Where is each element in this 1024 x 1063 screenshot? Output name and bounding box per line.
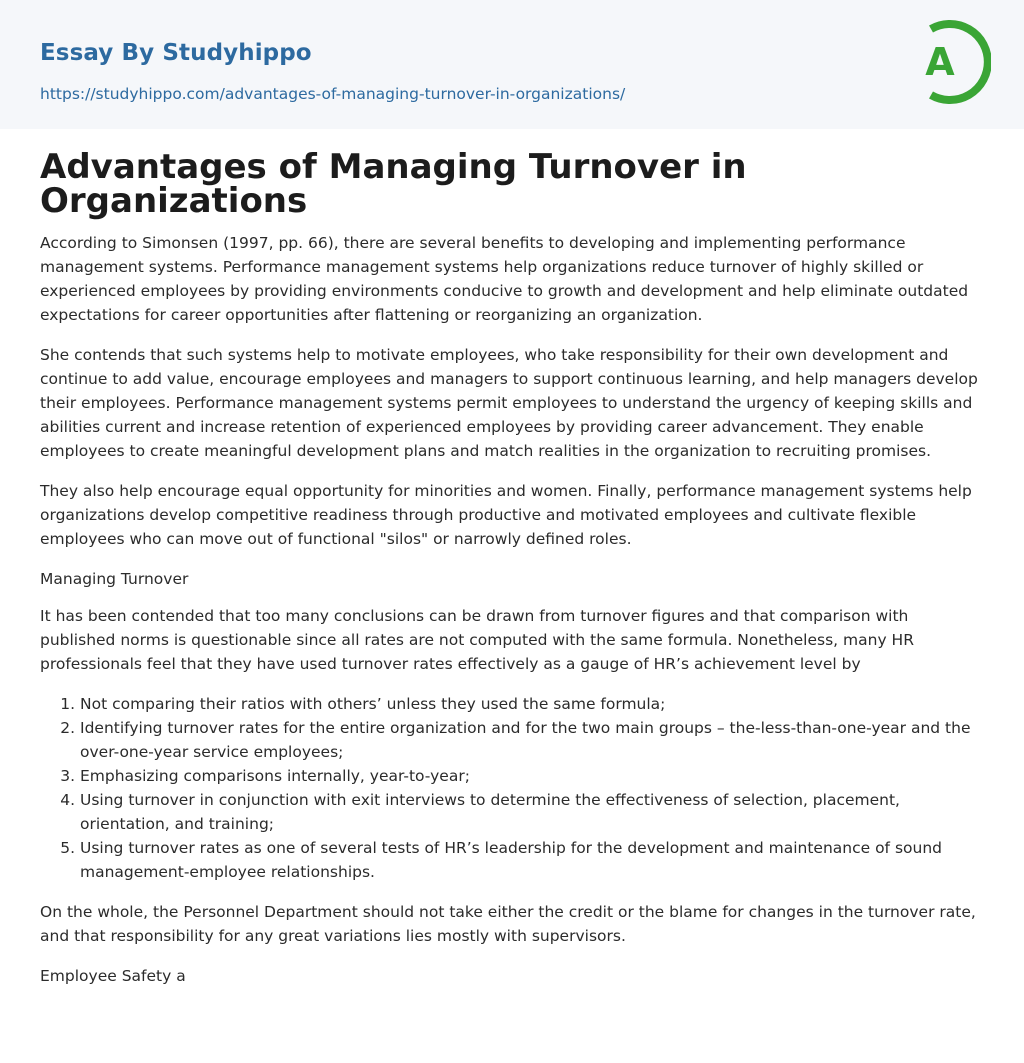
paragraph-truncated: Employee Safety a	[40, 967, 186, 985]
list-item: 5. Using turnover rates as one of several tests of HR’s leadership for the development and maintenance of sound management-employee relationships.	[80, 836, 984, 884]
paragraph-equal-opportunity: They also help encourage equal opportunity for minorities and women. Finally, performance management systems help organizations develop competitive readiness through productive and motivated employees and cultivate flexible employees who can move out of functional "silos" or narrowly defined roles.	[40, 482, 972, 548]
section-heading-managing-turnover: Managing Turnover	[40, 570, 189, 588]
site-brand[interactable]: Essay By Studyhippo	[40, 40, 312, 66]
list-item: 1. Not comparing their ratios with others’ unless they used the same formula;	[80, 692, 984, 716]
paragraph-benefits: She contends that such systems help to motivate employees, who take responsibility for their own development and continue to add value, encourage employees and managers to support continuous learning, and help managers develop their employees. Performance management systems permit employees to understand the urgency of keeping skills and abilities current and increase retention of experienced employees by providing career advancement. They enable employees to create meaningful development plans and match realities in the organization to recruiting promises.	[40, 346, 978, 460]
article-content	[40, 147, 984, 1004]
paragraph-turnover-figures: It has been contended that too many conclusions can be drawn from turnover figures and that comparison with published norms is questionable since all rates are not computed with the same formula. Nonetheless, many HR professionals feel that they have used turnover rates effectively as a gauge of HR’s achievement level by	[40, 607, 914, 673]
list-item: 4. Using turnover in conjunction with exit interviews to determine the effectiveness of selection, placement, orientation, and training;	[80, 788, 984, 836]
list-item: 3. Emphasizing comparisons internally, year-to-year;	[80, 764, 984, 788]
article-title: Advantages of Managing Turnover in Organizations	[40, 147, 747, 221]
studyhippo-logo-icon[interactable]	[909, 17, 991, 107]
paragraph-intro: According to Simonsen (1997, pp. 66), there are several benefits to developing and implementing performance management systems. Performance management systems help organizations reduce turnover of highly skilled or experienced employees by providing environments conducive to growth and development and help eliminate outdated expectations for career opportunities after flattening or reorganizing an organization.	[40, 234, 969, 324]
site-header	[0, 0, 1024, 129]
logo-letter: A	[925, 40, 955, 84]
list-item: 2. Identifying turnover rates for the entire organization and for the two main groups – the-less-than-one-year and the over-one-year service employees;	[80, 716, 984, 764]
turnover-practices-list	[40, 692, 984, 884]
paragraph-closing: On the whole, the Personnel Department should not take either the credit or the blame for changes in the turnover rate, and that responsibility for any great variations lies mostly with supervisors.	[40, 903, 976, 945]
article-url-link[interactable]: https://studyhippo.com/advantages-of-managing-turnover-in-organizations/	[40, 85, 626, 103]
